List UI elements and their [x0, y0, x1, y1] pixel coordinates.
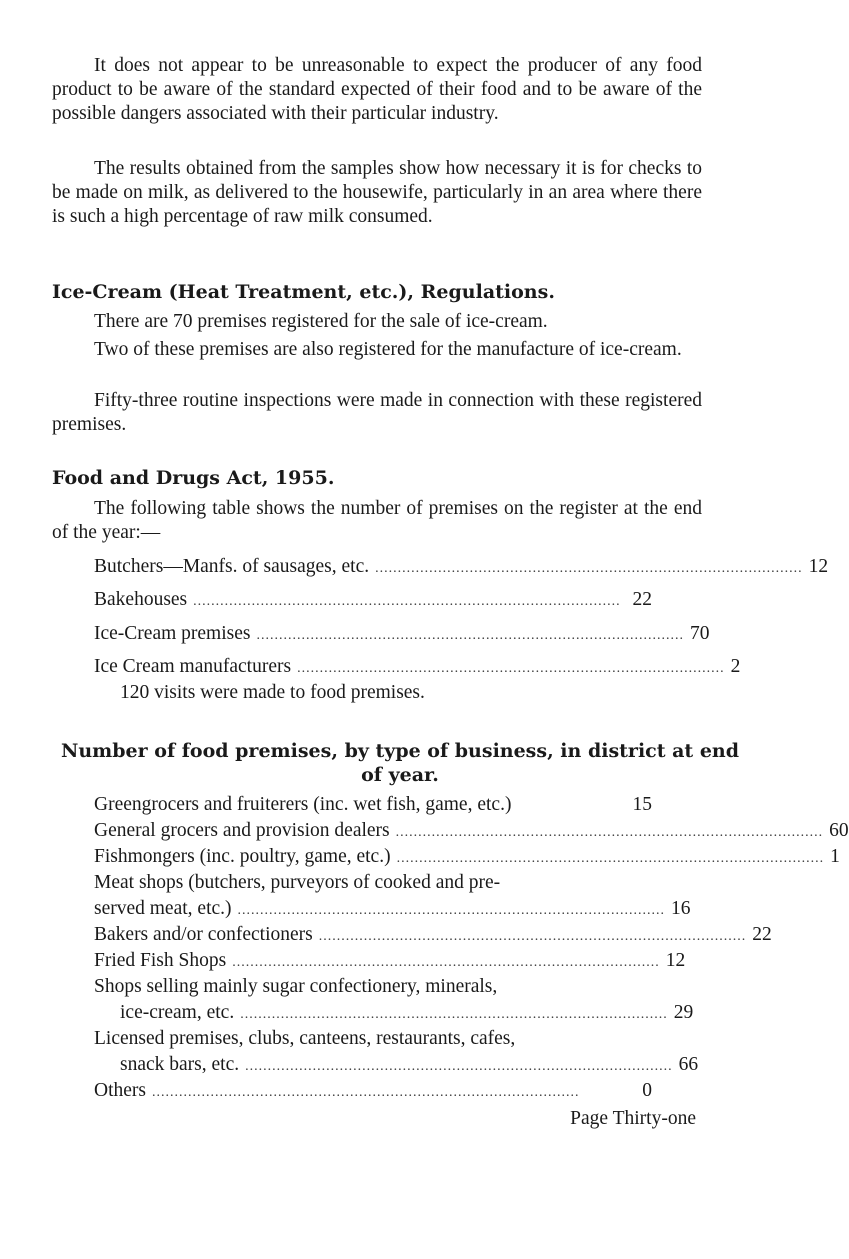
intro-paragraph-2: The results obtained from the samples show how necessary it is for checks to be made on milk, as delivered to the housewife, particularly in an area where there is such a high percentage of raw milk consumed. — [52, 158, 702, 228]
bytype-row-value: 66 — [678, 1054, 699, 1075]
bytype-row-label: ice-cream, etc. — [120, 1002, 235, 1023]
bytype-row-label: Greengrocers and fruiterers (inc. wet fish, game, etc.) — [94, 794, 512, 815]
bytype-row — [94, 793, 652, 817]
register-row — [94, 622, 710, 648]
register-row-value: 2 — [730, 656, 741, 677]
leader-dots: ............................................................................................... — [240, 1007, 668, 1022]
fooddrugs-paragraph: The following table shows the number of premises on the register at the end of the year:— — [52, 498, 702, 544]
bytype-row-value: 15 — [632, 794, 652, 815]
register-row-label: Butchers—Manfs. of sausages, etc. — [94, 556, 370, 577]
register-row-value: 22 — [632, 589, 652, 610]
bytype-heading — [50, 739, 750, 787]
register-row — [94, 588, 652, 614]
page-number: Page Thirty-one — [570, 1108, 696, 1129]
register-row-value: 12 — [808, 556, 829, 577]
bytype-row-label: Fishmongers (inc. poultry, game, etc.) — [94, 846, 391, 867]
bytype-row — [120, 1001, 694, 1027]
bytype-row — [94, 819, 849, 845]
register-row-label: Ice-Cream premises — [94, 623, 251, 644]
leader-dots: ............................................................................................... — [245, 1059, 673, 1074]
bytype-row-label-first-line: Licensed premises, clubs, canteens, restaurants, cafes, — [94, 1028, 516, 1049]
leader-dots: ............................................................................................... — [396, 851, 825, 866]
bytype-row — [94, 845, 840, 871]
icecream-heading: Ice-Cream (Heat Treatment, etc.), Regulations. — [52, 281, 555, 303]
bytype-row-label: Others — [94, 1080, 146, 1101]
icecream-paragraph-3: Fifty-three routine inspections were made in connection with these registered premises. — [52, 390, 702, 436]
intro-paragraph-1: It does not appear to be unreasonable to expect the producer of any food product to be aware of the standard expected of their food and to be aware of the possible dangers associated with their particular industry. — [52, 55, 702, 125]
leader-dots: ............................................................................................... — [232, 955, 660, 970]
bytype-row-value: 16 — [671, 898, 691, 919]
bytype-row-label: snack bars, etc. — [120, 1054, 240, 1075]
leader-dots: ............................................................................................... — [237, 903, 666, 918]
leader-dots: ............................................................................................... — [256, 628, 684, 643]
register-row-value: 70 — [689, 623, 710, 644]
bytype-row — [94, 923, 772, 949]
register-row-label: Bakehouses — [94, 589, 188, 610]
bytype-row — [94, 949, 686, 975]
bytype-row-value: 22 — [752, 924, 772, 945]
bytype-row-label-first-line: Shops selling mainly sugar confectionery, minerals, — [94, 976, 498, 997]
fooddrugs-heading: Food and Drugs Act, 1955. — [52, 467, 335, 489]
bytype-row — [120, 1053, 699, 1079]
bytype-heading-line-2: of year. — [361, 764, 439, 786]
register-row — [94, 555, 829, 581]
leader-dots: ............................................................................................... — [193, 594, 621, 609]
bytype-row-value: 29 — [673, 1002, 694, 1023]
leader-dots: ............................................................................................... — [318, 929, 747, 944]
bytype-row-label: Fried Fish Shops — [94, 950, 227, 971]
register-row — [94, 655, 741, 681]
bytype-row — [94, 1079, 652, 1105]
bytype-row-label: served meat, etc.) — [94, 898, 232, 919]
bytype-row-value: 1 — [830, 846, 840, 867]
leader-dots: ............................................................................................... — [152, 1085, 580, 1100]
icecream-paragraph-2: Two of these premises are also registered for the manufacture of ice-cream. — [94, 339, 682, 360]
bytype-row-value: 12 — [665, 950, 686, 971]
register-row-label: Ice Cream manufacturers — [94, 656, 292, 677]
visits-line: 120 visits were made to food premises. — [120, 682, 425, 703]
leader-dots: ............................................................................................... — [297, 661, 725, 676]
leader-dots: ............................................................................................... — [375, 561, 803, 576]
bytype-row-value: 60 — [829, 820, 849, 841]
icecream-paragraph-1: There are 70 premises registered for the sale of ice-cream. — [94, 311, 548, 332]
bytype-row-label: General grocers and provision dealers — [94, 820, 390, 841]
bytype-row-label: Bakers and/or confectioners — [94, 924, 313, 945]
bytype-row — [94, 897, 691, 923]
leader-dots: ............................................................................................... — [395, 825, 824, 840]
bytype-row-label-first-line: Meat shops (butchers, purveyors of cooked and pre- — [94, 872, 501, 893]
bytype-row-value: 0 — [642, 1080, 652, 1101]
bytype-heading-line-1: Number of food premises, by type of business, in district at end — [60, 740, 740, 762]
